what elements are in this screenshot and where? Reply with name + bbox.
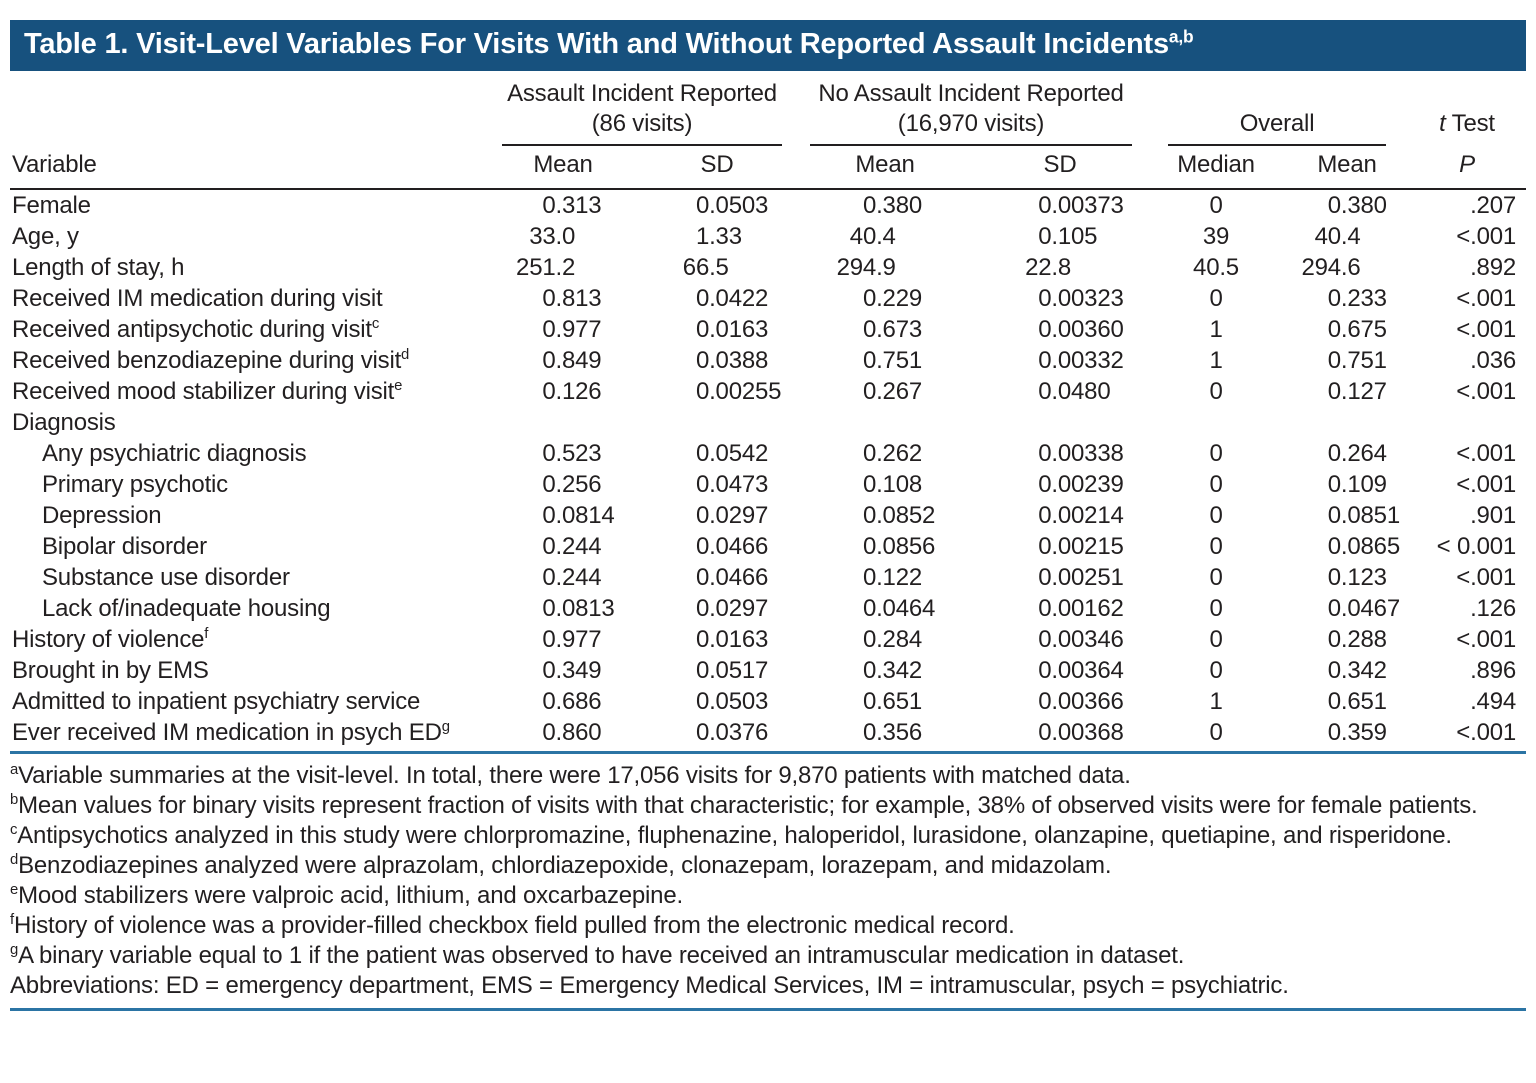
cell-no-assault-sd: 0 .00346 <box>1038 626 1124 653</box>
row-label: Primary psychotic <box>42 471 228 498</box>
table-row <box>10 624 1526 655</box>
cell-no-assault-mean: 0 .0464 <box>862 595 936 622</box>
table-row <box>10 283 1526 314</box>
column-header-no-assault-sd: SD <box>974 146 1146 189</box>
footnote-text: A binary variable equal to 1 if the patient was observed to have received an intramuscular medication in dataset. <box>18 942 1185 969</box>
cell-no-assault-mean <box>796 407 974 438</box>
cell-no-assault-mean: 0 .262 <box>862 440 923 467</box>
cell-assault-mean: 251 .2 <box>516 254 576 281</box>
cell-overall-mean: 0 .751 <box>1327 347 1387 374</box>
row-label-superscript: e <box>394 378 403 394</box>
cell-assault-mean: 0 .244 <box>542 533 602 560</box>
cell-no-assault-mean: 0 .751 <box>862 347 923 374</box>
cell-p-value: <.001 <box>1456 316 1517 343</box>
footnote <box>10 881 1526 911</box>
row-label-superscript: f <box>204 626 209 642</box>
cell-assault-mean: 0 .256 <box>542 471 602 498</box>
row-label-cell <box>10 686 488 717</box>
row-label: Age, y <box>12 223 79 250</box>
row-label: Substance use disorder <box>42 564 290 591</box>
cell-assault-sd: 0 .0466 <box>695 533 769 560</box>
table-row <box>10 189 1526 221</box>
cell-assault-sd: 0 .0503 <box>695 192 769 219</box>
footnote <box>10 821 1526 851</box>
cell-no-assault-sd: 22 .8 <box>1025 254 1072 281</box>
ttest-t: t <box>1439 110 1446 137</box>
cell-no-assault-sd: 0 .00215 <box>1038 533 1124 560</box>
cell-overall-median: 0 <box>1209 657 1223 684</box>
cell-assault-mean: 0 .126 <box>542 378 602 405</box>
row-label: Female <box>12 192 91 219</box>
cell-p-value: .892 <box>1470 254 1517 281</box>
cell-assault-sd: 0 .0517 <box>695 657 769 684</box>
row-label: Admitted to inpatient psychiatry service <box>12 688 421 715</box>
footnote-text: Benzodiazepines analyzed were alprazolam, chlordiazepoxide, clonazepam, lorazepam, and midazolam. <box>18 852 1112 879</box>
column-group-assault <box>488 79 796 146</box>
cell-assault-sd: 66 .5 <box>682 254 729 281</box>
row-label-superscript: g <box>441 719 450 735</box>
cell-overall-median: 1 <box>1209 347 1223 374</box>
cell-assault-sd: 0 .0297 <box>695 595 769 622</box>
footnote-text: Mean values for binary visits represent fraction of visits with that characteristic; for example, 38% of observed visits were for female patients. <box>18 792 1478 819</box>
cell-p-value: <.001 <box>1456 223 1517 250</box>
row-label-cell <box>10 252 488 283</box>
row-label: History of violence <box>12 626 205 653</box>
row-label: Received IM medication during visit <box>12 285 383 312</box>
footnote <box>10 911 1526 941</box>
cell-overall-median: 0 <box>1209 626 1223 653</box>
row-label-cell <box>10 624 488 655</box>
row-label-cell <box>10 283 488 314</box>
cell-assault-sd: 0 .00255 <box>695 378 782 405</box>
footnote-marker: a <box>10 762 19 778</box>
cell-overall-median: 0 <box>1209 502 1223 529</box>
cell-no-assault-sd: 0 .00364 <box>1038 657 1124 684</box>
cell-assault-mean: 0 .686 <box>542 688 602 715</box>
table-row <box>10 376 1526 407</box>
column-group-overall <box>1146 79 1408 146</box>
row-label-cell <box>10 717 488 748</box>
row-label: Any psychiatric diagnosis <box>42 440 307 467</box>
cell-no-assault-sd: 0 .00360 <box>1038 316 1124 343</box>
footnote-text: Variable summaries at the visit-level. In total, there were 17,056 visits for 9,870 patients with matched data. <box>18 762 1131 789</box>
cell-assault-mean: 0 .313 <box>542 192 602 219</box>
cell-overall-mean: 40 .4 <box>1314 223 1361 250</box>
row-label: Bipolar disorder <box>42 533 207 560</box>
cell-overall-mean: 0 .127 <box>1327 378 1387 405</box>
cell-assault-mean: 0 .349 <box>542 657 602 684</box>
column-group-ttest <box>1408 79 1526 146</box>
row-label-cell <box>10 562 488 593</box>
cell-no-assault-mean: 0 .122 <box>862 564 923 591</box>
cell-no-assault-mean: 0 .356 <box>862 719 923 746</box>
footnote <box>10 971 1526 1001</box>
row-label: Diagnosis <box>12 409 116 436</box>
row-label: Received antipsychotic during visit <box>12 316 372 343</box>
row-label-cell <box>10 189 488 221</box>
row-label-cell <box>10 593 488 624</box>
cell-p-value: .207 <box>1470 192 1517 219</box>
cell-no-assault-sd: 0 .00368 <box>1038 719 1124 746</box>
table-row <box>10 717 1526 748</box>
cell-assault-sd: 0 .0542 <box>695 440 769 467</box>
column-header-assault-sd: SD <box>638 146 796 189</box>
cell-assault-sd: 0 .0503 <box>695 688 769 715</box>
cell-no-assault-mean: 40 .4 <box>849 223 896 250</box>
row-label: Ever received IM medication in psych ED <box>12 719 442 746</box>
row-label-cell <box>10 438 488 469</box>
row-label-cell <box>10 407 488 438</box>
cell-assault-mean: 33 .0 <box>529 223 576 250</box>
table-row <box>10 469 1526 500</box>
cell-overall-mean: 0 .109 <box>1327 471 1387 498</box>
row-label-superscript: d <box>401 347 410 363</box>
footnote-text: History of violence was a provider-filled checkbox field pulled from the electronic medical record. <box>13 912 1015 939</box>
cell-assault-sd: 0 .0297 <box>695 502 769 529</box>
cell-no-assault-mean: 294 .9 <box>836 254 896 281</box>
cell-p-value: <.001 <box>1456 285 1517 312</box>
ttest-rest: Test <box>1445 110 1495 137</box>
cell-overall-mean <box>1286 407 1408 438</box>
group-no-assault-line1: No Assault Incident Reported <box>818 80 1124 107</box>
cell-assault-sd: 0 .0473 <box>695 471 769 498</box>
cell-p-value: .126 <box>1470 595 1517 622</box>
footnote <box>10 851 1526 881</box>
footnote <box>10 941 1526 971</box>
cell-p-value: <.001 <box>1456 626 1517 653</box>
cell-no-assault-sd: 0 .00239 <box>1038 471 1124 498</box>
cell-p-value: < 0.001 <box>1436 533 1517 560</box>
row-label-cell <box>10 500 488 531</box>
row-label-cell <box>10 376 488 407</box>
table-row <box>10 531 1526 562</box>
cell-overall-median: 39 <box>1202 223 1230 250</box>
column-group-no-assault <box>796 79 1146 146</box>
cell-overall-mean: 0 .0851 <box>1327 502 1400 529</box>
cell-overall-median <box>1146 407 1286 438</box>
cell-assault-sd: 0 .0163 <box>695 626 769 653</box>
cell-p-value: <.001 <box>1456 471 1517 498</box>
cell-overall-mean: 0 .342 <box>1327 657 1387 684</box>
footnote-marker: g <box>10 942 19 958</box>
footnote-marker: f <box>10 912 14 928</box>
table-header <box>10 79 1526 189</box>
cell-p-value <box>1408 407 1526 438</box>
cell-overall-median: 0 <box>1209 285 1223 312</box>
row-label: Brought in by EMS <box>12 657 209 684</box>
cell-no-assault-sd: 0 .00366 <box>1038 688 1124 715</box>
cell-assault-mean: 0 .523 <box>542 440 602 467</box>
cell-p-value: <.001 <box>1456 564 1517 591</box>
cell-p-value: .901 <box>1470 502 1517 529</box>
cell-assault-sd: 0 .0422 <box>695 285 769 312</box>
cell-overall-mean: 0 .651 <box>1327 688 1387 715</box>
cell-no-assault-mean: 0 .380 <box>862 192 923 219</box>
cell-no-assault-sd: 0 .0480 <box>1038 378 1111 405</box>
cell-assault-mean: 0 .849 <box>542 347 602 374</box>
column-header-assault-mean: Mean <box>488 146 638 189</box>
table-title-bar <box>10 20 1526 71</box>
cell-overall-mean: 0 .288 <box>1327 626 1387 653</box>
cell-overall-median: 1 <box>1209 316 1223 343</box>
row-label-cell <box>10 469 488 500</box>
cell-assault-mean: 0 .813 <box>542 285 602 312</box>
cell-no-assault-mean: 0 .342 <box>862 657 923 684</box>
cell-p-value: .036 <box>1470 347 1517 374</box>
row-label-cell <box>10 655 488 686</box>
footnote <box>10 791 1526 821</box>
cell-overall-mean: 0 .123 <box>1327 564 1387 591</box>
row-label: Received benzodiazepine during visit <box>12 347 402 374</box>
footnote-marker: c <box>10 822 18 838</box>
cell-no-assault-sd: 0 .00332 <box>1038 347 1124 374</box>
cell-no-assault-mean: 0 .0856 <box>862 533 936 560</box>
cell-overall-median: 0 <box>1209 595 1223 622</box>
cell-p-value: .494 <box>1470 688 1517 715</box>
table-body <box>10 189 1526 748</box>
cell-assault-mean: 0 .244 <box>542 564 602 591</box>
row-label: Depression <box>42 502 162 529</box>
cell-assault-mean: 0 .0814 <box>542 502 615 529</box>
row-label: Lack of/inadequate housing <box>42 595 331 622</box>
cell-no-assault-mean: 0 .0852 <box>862 502 936 529</box>
column-header-variable: Variable <box>10 146 488 189</box>
column-header-overall-mean: Mean <box>1286 146 1408 189</box>
cell-overall-mean: 0 .359 <box>1327 719 1387 746</box>
footnote-text: Mood stabilizers were valproic acid, lithium, and oxcarbazepine. <box>18 882 683 909</box>
row-label-superscript: c <box>371 316 380 332</box>
cell-no-assault-mean: 0 .229 <box>862 285 923 312</box>
footnote-marker: d <box>10 852 19 868</box>
row-label-cell <box>10 221 488 252</box>
cell-assault-mean: 0 .977 <box>542 626 602 653</box>
group-assault-line1: Assault Incident Reported <box>507 80 777 107</box>
cell-assault-mean <box>488 407 638 438</box>
cell-overall-median: 0 <box>1209 378 1223 405</box>
row-label: Received mood stabilizer during visit <box>12 378 395 405</box>
cell-assault-sd: 1 .33 <box>695 223 742 250</box>
cell-overall-median: 40.5 <box>1193 254 1239 281</box>
cell-no-assault-mean: 0 .673 <box>862 316 923 343</box>
cell-assault-sd: 0 .0466 <box>695 564 769 591</box>
title-superscript: a,b <box>1168 26 1194 47</box>
column-header-p: P <box>1408 146 1526 189</box>
row-label-cell <box>10 345 488 376</box>
cell-assault-sd <box>638 407 796 438</box>
cell-overall-median: 0 <box>1209 533 1223 560</box>
cell-overall-median: 1 <box>1209 688 1223 715</box>
cell-overall-mean: 294 .6 <box>1301 254 1361 281</box>
cell-no-assault-mean: 0 .284 <box>862 626 923 653</box>
column-header-overall-median: Median <box>1146 146 1286 189</box>
table-row <box>10 221 1526 252</box>
group-no-assault-line2: (16,970 visits) <box>897 110 1045 137</box>
cell-assault-mean: 0 .0813 <box>542 595 615 622</box>
cell-assault-mean: 0 .977 <box>542 316 602 343</box>
cell-no-assault-sd: 0 .00338 <box>1038 440 1124 467</box>
footnote-marker: b <box>10 792 19 808</box>
cell-overall-median: 0 <box>1209 719 1223 746</box>
table-row <box>10 407 1526 438</box>
footnote-marker: e <box>10 882 19 898</box>
page-bottom-rule <box>10 1008 1526 1011</box>
cell-assault-sd: 0 .0163 <box>695 316 769 343</box>
cell-p-value: <.001 <box>1456 719 1517 746</box>
cell-no-assault-sd <box>974 407 1146 438</box>
cell-overall-mean: 0 .380 <box>1327 192 1387 219</box>
column-header-no-assault-mean: Mean <box>796 146 974 189</box>
footnote-text: Antipsychotics analyzed in this study were chlorpromazine, fluphenazine, haloperidol, lurasidone, olanzapine, quetiapine, and risperidone. <box>17 822 1452 849</box>
row-label-cell <box>10 314 488 345</box>
group-assault-line2: (86 visits) <box>591 110 693 137</box>
table-row <box>10 655 1526 686</box>
table-row <box>10 252 1526 283</box>
cell-no-assault-sd: 0 .00162 <box>1038 595 1124 622</box>
group-header-spacer <box>10 79 488 146</box>
group-overall-label: Overall <box>1239 110 1315 137</box>
footnote <box>10 761 1526 791</box>
cell-assault-mean: 0 .860 <box>542 719 602 746</box>
cell-no-assault-sd: 0 .00373 <box>1038 192 1124 219</box>
data-table <box>10 79 1526 748</box>
row-label-cell <box>10 531 488 562</box>
table-row <box>10 593 1526 624</box>
cell-no-assault-sd: 0 .00251 <box>1038 564 1124 591</box>
group-header-row <box>10 79 1526 146</box>
table-row <box>10 438 1526 469</box>
footnotes-section <box>10 754 1526 1001</box>
column-header-row <box>10 146 1526 189</box>
cell-overall-median: 0 <box>1209 564 1223 591</box>
cell-overall-median: 0 <box>1209 471 1223 498</box>
table-row <box>10 562 1526 593</box>
cell-assault-sd: 0 .0376 <box>695 719 769 746</box>
table-title: Table 1. Visit-Level Variables For Visits With and Without Reported Assault Incidents <box>24 28 1169 60</box>
cell-p-value: <.001 <box>1456 440 1517 467</box>
table-row <box>10 345 1526 376</box>
row-label: Length of stay, h <box>12 254 185 281</box>
cell-no-assault-mean: 0 .108 <box>862 471 923 498</box>
cell-no-assault-sd: 0 .00323 <box>1038 285 1124 312</box>
footnote-text: Abbreviations: ED = emergency department, EMS = Emergency Medical Services, IM = intramuscular, psych = psychiatric. <box>10 972 1289 999</box>
cell-overall-mean: 0 .0467 <box>1327 595 1400 622</box>
table-row <box>10 314 1526 345</box>
cell-p-value: .896 <box>1470 657 1517 684</box>
cell-overall-median: 0 <box>1209 192 1223 219</box>
table-row <box>10 686 1526 717</box>
cell-no-assault-mean: 0 .267 <box>862 378 923 405</box>
cell-no-assault-sd: 0 .105 <box>1038 223 1098 250</box>
cell-overall-mean: 0 .233 <box>1327 285 1387 312</box>
cell-overall-mean: 0 .0865 <box>1327 533 1400 560</box>
cell-assault-sd: 0 .0388 <box>695 347 769 374</box>
cell-overall-median: 0 <box>1209 440 1223 467</box>
cell-no-assault-sd: 0 .00214 <box>1038 502 1124 529</box>
cell-overall-mean: 0 .675 <box>1327 316 1387 343</box>
cell-overall-mean: 0 .264 <box>1327 440 1387 467</box>
cell-p-value: <.001 <box>1456 378 1517 405</box>
cell-no-assault-mean: 0 .651 <box>862 688 923 715</box>
table-row <box>10 500 1526 531</box>
